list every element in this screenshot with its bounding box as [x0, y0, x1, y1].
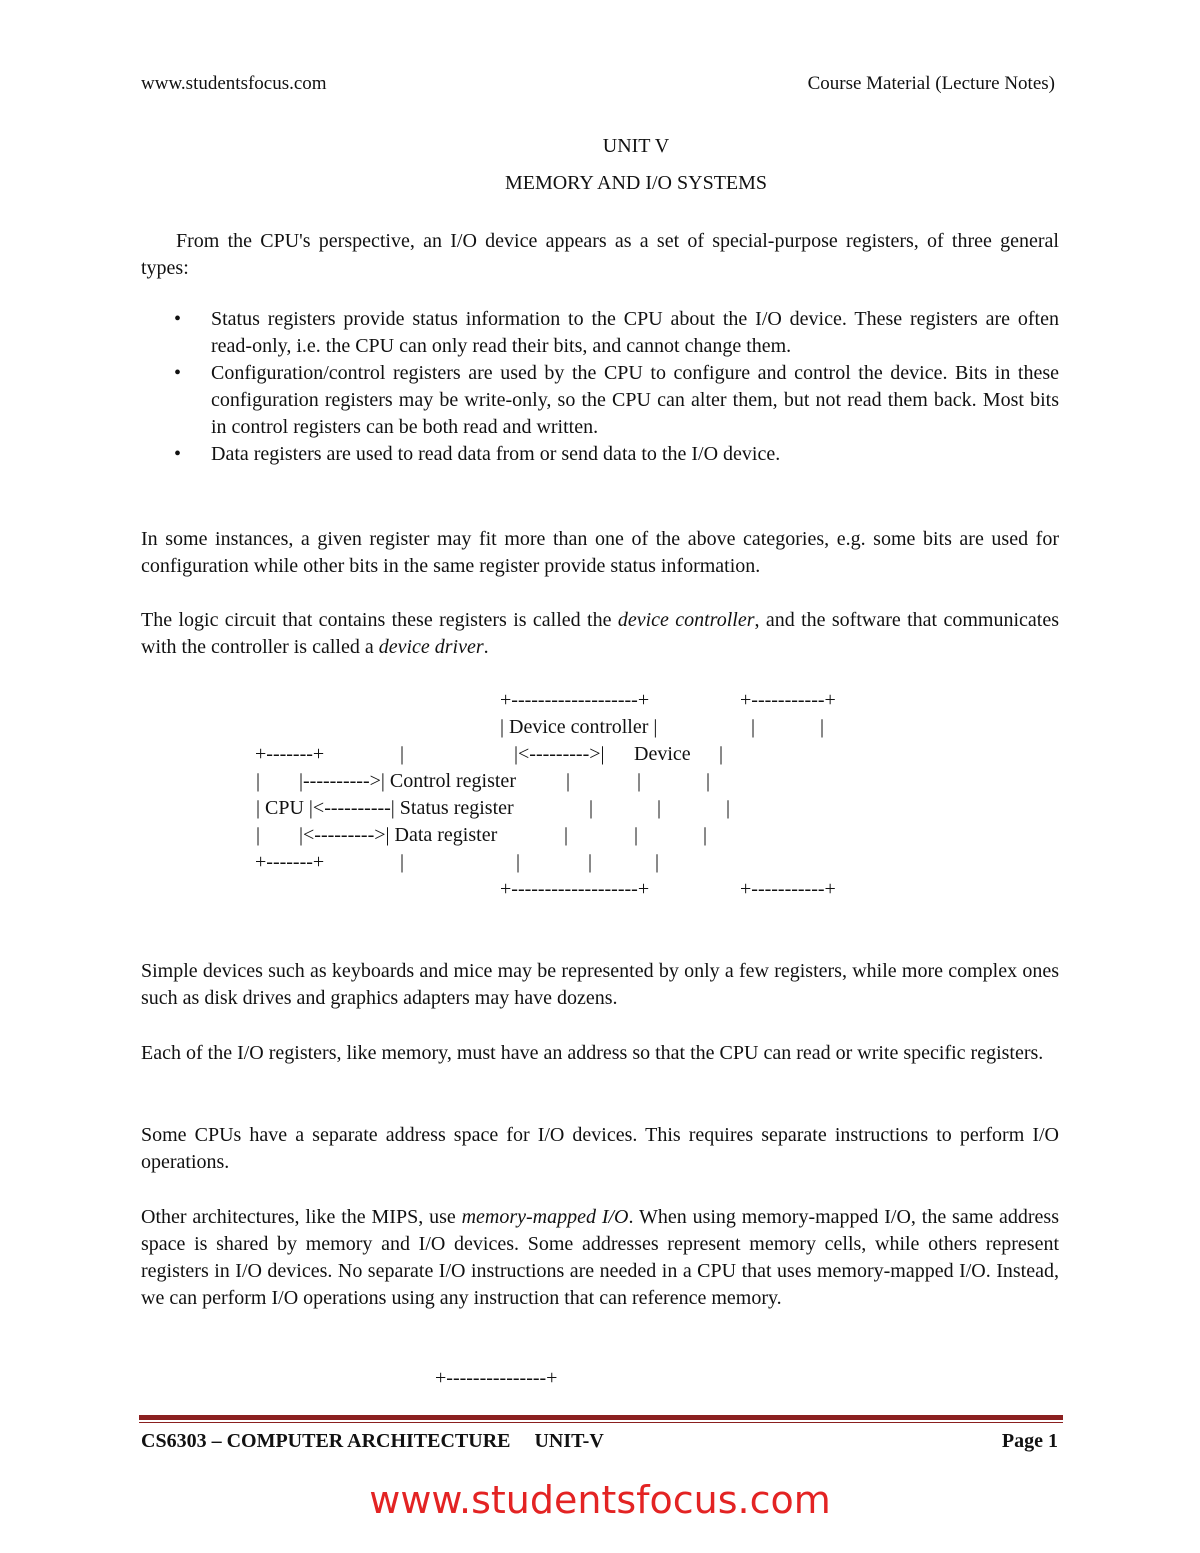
- diagram-pipe: |: [719, 743, 724, 765]
- diagram-pipe: |: [706, 770, 711, 792]
- bullet-icon: •: [174, 362, 182, 384]
- diagram-pipe: |: [637, 770, 642, 792]
- list-item: • Status registers provide status information to the CPU about the I/O device. These registers are often read-only, i.e. the CPU can only read their bits, and cannot change them.: [174, 308, 1059, 357]
- footer-unit: UNIT-V: [534, 1430, 604, 1452]
- subject-title: MEMORY AND I/O SYSTEMS: [504, 172, 768, 194]
- diagram-pipe: |: [655, 851, 660, 873]
- diagram-pipe: |: [400, 851, 405, 873]
- list-item: • Configuration/control registers are used by the CPU to configure and control the device. Bits in these configuration registers may be write-only, so the CPU can alter them, but not read them back. Most bits in control registers can be both read and written.: [174, 362, 1059, 438]
- diagram-pipe: |: [703, 824, 708, 846]
- footer-rule: [139, 1415, 1063, 1420]
- logic-circuit-paragraph: The logic circuit that contains these registers is called the device controller, and the software that communicates with the controller is called a device driver.: [141, 609, 1059, 658]
- device-label: Device: [634, 743, 691, 765]
- diagram-pipe: |: [400, 743, 405, 765]
- term-device-controller: device controller: [617, 609, 755, 631]
- footer-rule-thin: [139, 1422, 1063, 1423]
- separate-address-space-paragraph: Some CPUs have a separate address space for I/O devices. This requires separate instructions to perform I/O operations.: [141, 1124, 1059, 1173]
- instances-paragraph: In some instances, a given register may fit more than one of the above categories, e.g. some bits are used for configuration while other bits in the same register provide status information.: [141, 528, 1059, 577]
- diagram-pipe: |: [634, 824, 639, 846]
- cpu-box-bottom: +-------+: [255, 851, 325, 873]
- status-register-link: | CPU |<----------| Status register: [256, 797, 514, 819]
- intro-paragraph: From the CPU's perspective, an I/O device appears as a set of special-purpose registers, of three general types:: [141, 230, 1059, 279]
- diagram-pipe: |: [566, 770, 571, 792]
- device-box-bottom: +-----------+: [740, 878, 836, 900]
- diagram-pipe: |: [657, 797, 662, 819]
- simple-devices-paragraph: Simple devices such as keyboards and mice may be represented by only a few registers, while more complex ones such as disk drives and graphics adapters may have dozens.: [141, 960, 1059, 1009]
- unit-title: UNIT V: [602, 135, 670, 157]
- bullet-icon: •: [174, 443, 182, 465]
- diagram-pipe: |: [256, 824, 261, 846]
- header-website: www.studentsfocus.com: [141, 73, 327, 94]
- controller-device-link: |<--------->|: [514, 743, 605, 765]
- term-memory-mapped-io: memory-mapped I/O: [461, 1206, 629, 1228]
- controller-label: | Device controller |: [500, 716, 658, 738]
- register-types-list: [141, 306, 1059, 468]
- bullet-icon: •: [174, 308, 182, 330]
- diagram-pipe: |: [564, 824, 569, 846]
- diagram-pipe: |: [589, 797, 594, 819]
- controller-box-top: +-------------------+: [500, 689, 650, 711]
- diagram-pipe: |: [726, 797, 731, 819]
- control-register-link: |---------->| Control register: [299, 770, 516, 792]
- footer-course: CS6303 – COMPUTER ARCHITECTURE UNIT-V: [141, 1430, 604, 1452]
- controller-box-bottom: +-------------------+: [500, 878, 650, 900]
- diagram-pipe: |: [516, 851, 521, 873]
- list-item: • Data registers are used to read data from or send data to the I/O device.: [141, 441, 1059, 468]
- second-diagram-top: +---------------+: [435, 1367, 558, 1389]
- diagram-pipe: |: [751, 716, 756, 738]
- diagram-pipe: |: [256, 770, 261, 792]
- cpu-box-top: +-------+: [255, 743, 325, 765]
- header-course-material: Course Material (Lecture Notes): [807, 73, 1055, 94]
- watermark-link[interactable]: www.studentsfocus.com: [369, 1478, 831, 1522]
- data-register-link: |<--------->| Data register: [299, 824, 498, 846]
- diagram-pipe: |: [820, 716, 825, 738]
- memory-mapped-paragraph: Other architectures, like the MIPS, use memory-mapped I/O. When using memory-mapped I/O, the same address space is shared by memory and I/O devices. Some addresses represent memory cells, while others represent registers in I/O devices. No separate I/O instructions are needed in a CPU that uses memory-mapped I/O. Instead, we can perform I/O operations using any instruction that can reference memory.: [141, 1206, 1059, 1309]
- term-device-driver: device driver: [378, 636, 484, 658]
- io-registers-address-paragraph: Each of the I/O registers, like memory, must have an address so that the CPU can read or write specific registers.: [141, 1042, 1044, 1064]
- diagram-pipe: |: [588, 851, 593, 873]
- page-number: Page 1: [1001, 1430, 1058, 1452]
- device-box-top: +-----------+: [740, 689, 836, 711]
